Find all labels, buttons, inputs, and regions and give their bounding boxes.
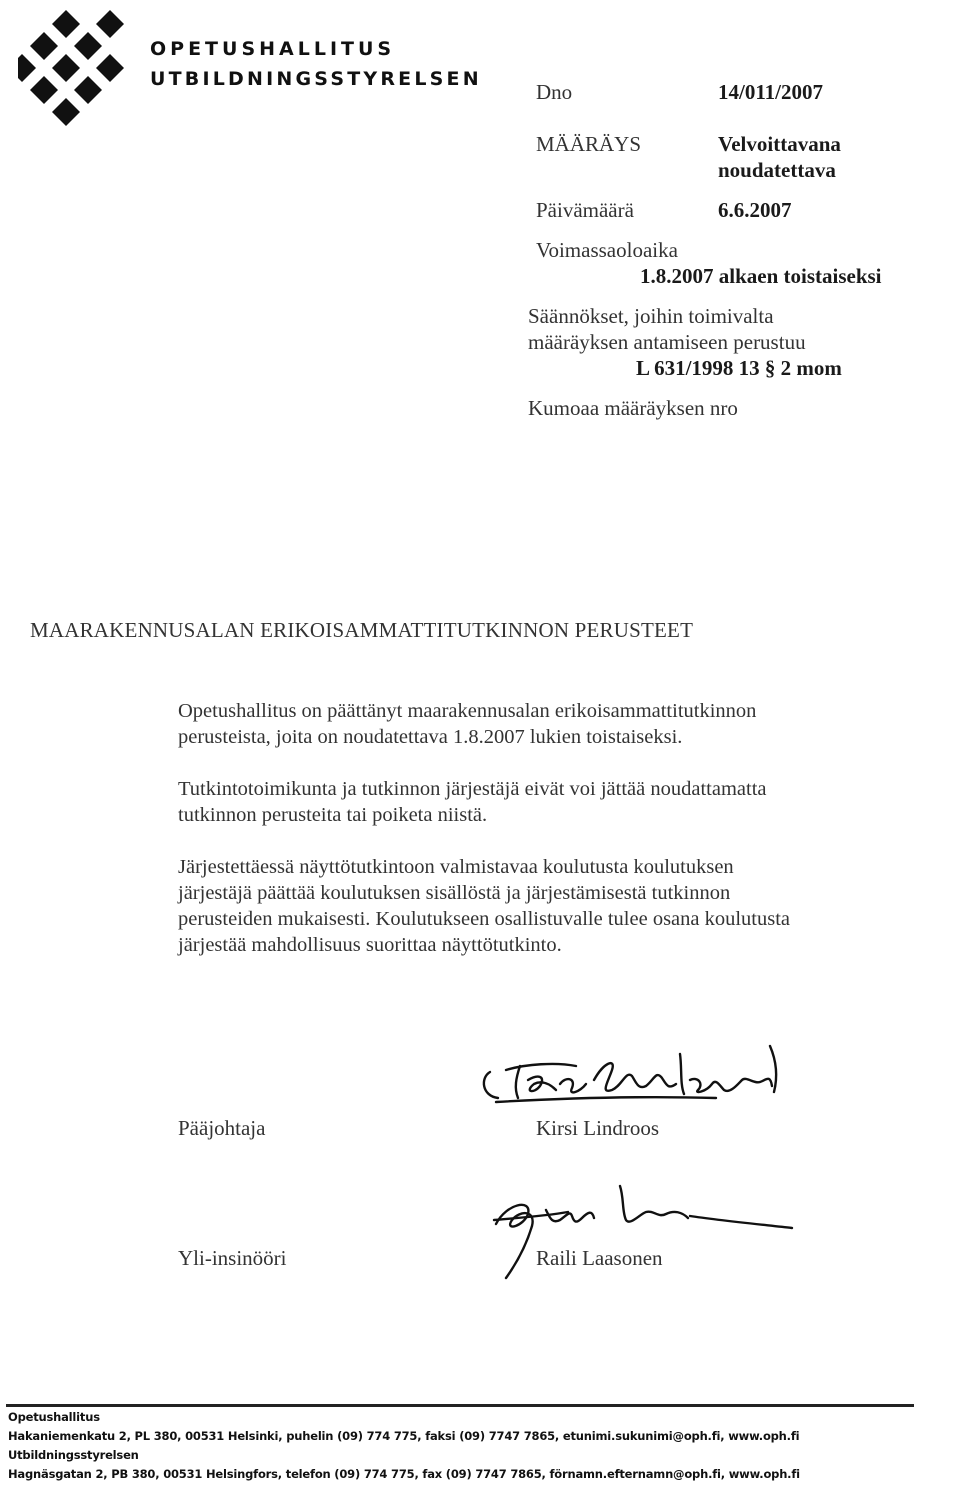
dno-label: Dno: [536, 80, 573, 104]
date-value: 6.6.2007: [718, 198, 792, 222]
type-label: MÄÄRÄYS: [536, 132, 642, 156]
footer-address-finnish: Hakaniemenkatu 2, PL 380, 00531 Helsinki, puhelin (09) 774 775, faksi (09) 7747 7865, etunimi.sukunimi@oph.fi, www.oph.fi: [8, 1429, 800, 1443]
paragraph-line: järjestää mahdollisuus suorittaa näyttötutkinto.: [178, 934, 562, 956]
paragraph-line: järjestäjä päättää koulutuksen sisällöstä ja järjestämisestä tutkinnon: [178, 882, 731, 904]
validity-label: Voimassaoloaika: [536, 238, 678, 262]
date-label: Päivämäärä: [536, 198, 634, 222]
org-name-swedish: UTBILDNINGSSTYRELSEN: [150, 68, 482, 90]
footer-org-swedish: Utbildningsstyrelsen: [8, 1448, 139, 1462]
rules-label-line2: määräyksen antamiseen perustuu: [528, 330, 806, 354]
paragraph-decision: [178, 698, 898, 750]
paragraph-line: Tutkintotoimikunta ja tutkinnon järjestäjä eivät voi jättää noudattamatta: [178, 778, 767, 800]
rules-value: L 631/1998 13 § 2 mom: [636, 356, 842, 380]
signatory-name-1: Kirsi Lindroos: [536, 1116, 660, 1140]
paragraph-obligation: [178, 776, 898, 828]
footer-divider: [6, 1404, 914, 1407]
organization-logo: [18, 8, 140, 130]
org-name-finnish: OPETUSHALLITUS: [150, 38, 396, 60]
footer-address-swedish: Hagnäsgatan 2, PB 380, 00531 Helsingfors, telefon (09) 774 775, fax (09) 7747 7865, förnamn.efternamn@oph.fi, www.oph.fi: [8, 1467, 800, 1481]
validity-value: 1.8.2007 alkaen toistaiseksi: [640, 264, 882, 288]
paragraph-line: Opetushallitus on päättänyt maarakennusalan erikoisammattitutkinnon: [178, 700, 757, 722]
repeals-label: Kumoaa määräyksen nro: [528, 396, 738, 420]
rules-label-line1: Säännökset, joihin toimivalta: [528, 304, 774, 328]
type-value-line2: noudatettava: [718, 158, 836, 182]
signatory-role-1: Pääjohtaja: [178, 1116, 266, 1140]
paragraph-line: Järjestettäessä näyttötutkintoon valmistavaa koulutusta koulutuksen: [178, 856, 734, 878]
paragraph-line: tutkinnon perusteita tai poiketa niistä.: [178, 804, 488, 826]
signatory-role-2: Yli-insinööri: [178, 1246, 287, 1270]
type-value-line1: Velvoittavana: [718, 132, 841, 156]
signatory-name-2: Raili Laasonen: [536, 1246, 663, 1270]
footer-org-finnish: Opetushallitus: [8, 1410, 100, 1424]
signature-director-general: [476, 1040, 786, 1110]
paragraph-training: [178, 854, 898, 958]
document-title: MAARAKENNUSALAN ERIKOISAMMATTITUTKINNON PERUSTEET: [30, 618, 694, 642]
dno-value: 14/011/2007: [718, 80, 824, 104]
paragraph-line: perusteiden mukaisesti. Koulutukseen osallistuvalle tulee osana koulutusta: [178, 908, 791, 930]
paragraph-line: perusteista, joita on noudatettava 1.8.2007 lukien toistaiseksi.: [178, 726, 683, 748]
